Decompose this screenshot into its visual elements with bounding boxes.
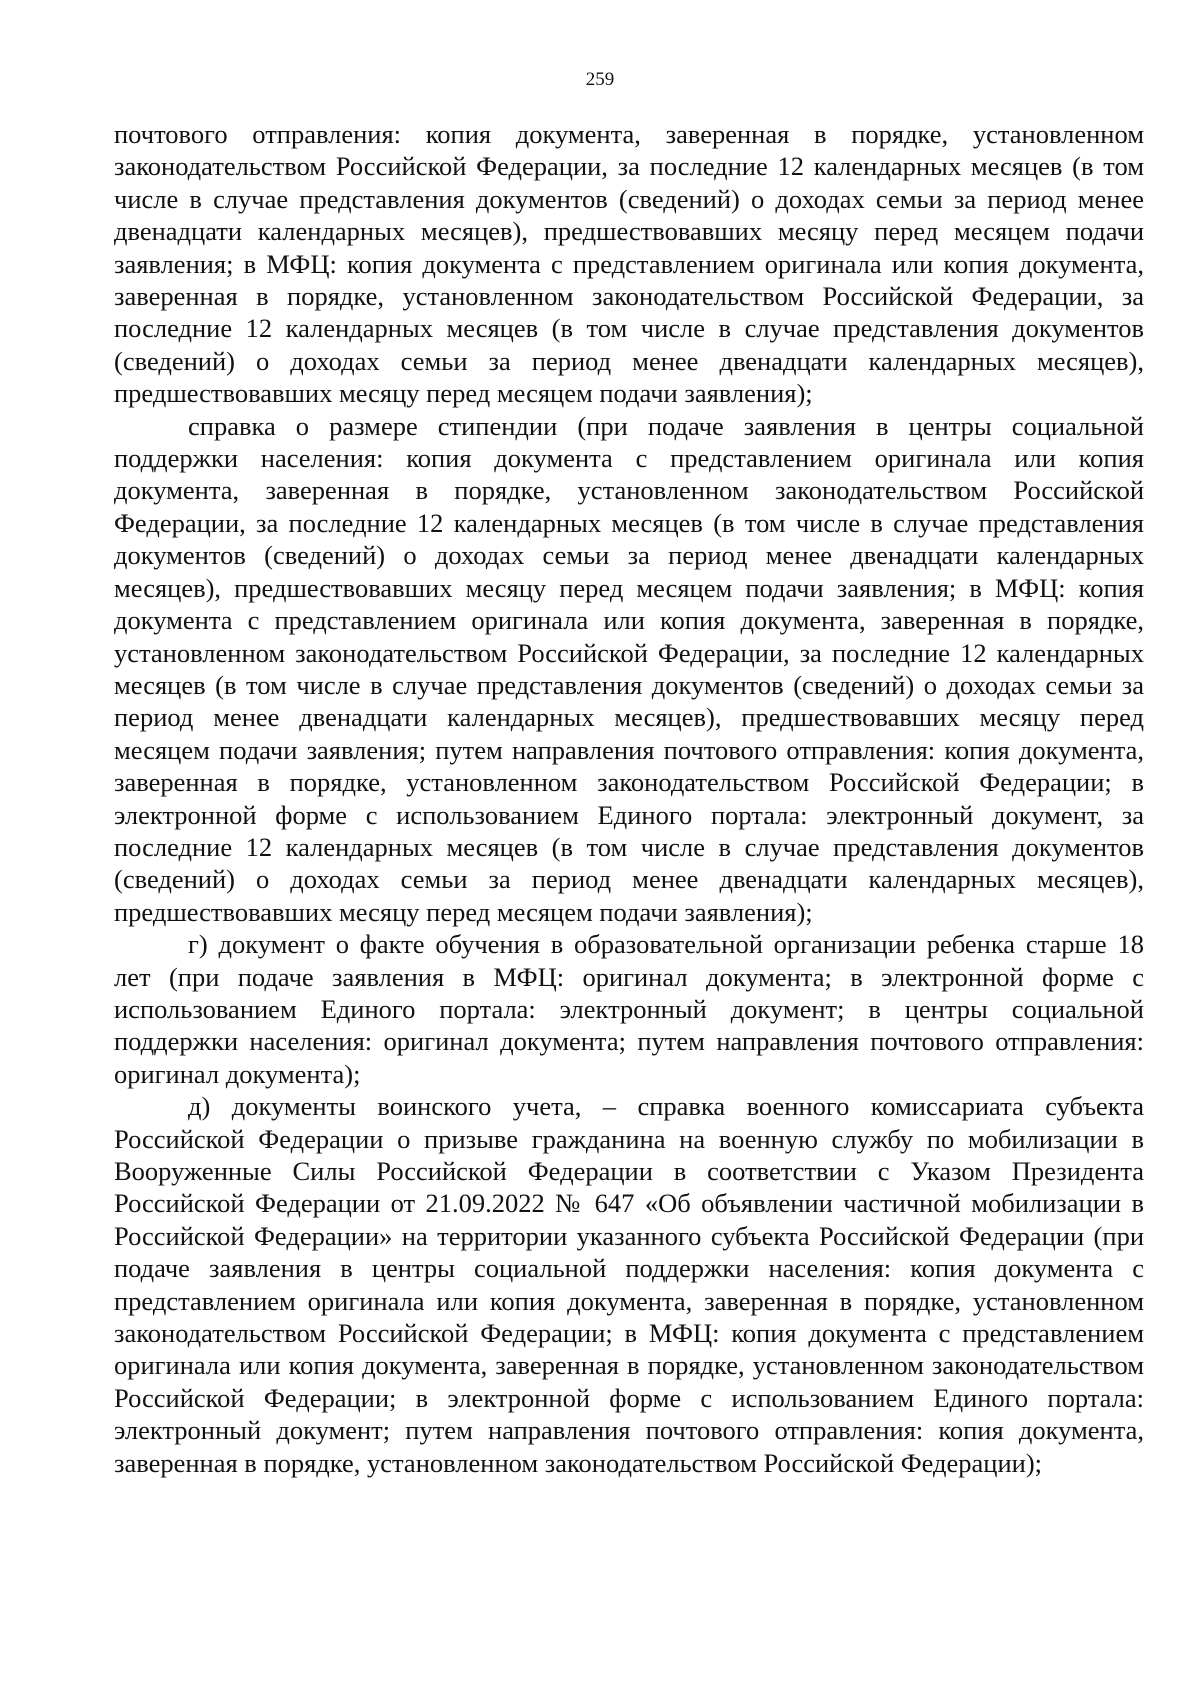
paragraph-continuation: почтового отправления: копия документа, заверенная в порядке, установленном законодательством Российской Федерации, за последние 12 календарных месяцев (в том числе в случае представления документов (сведений) о доходах семьи за период менее двенадцати календарных месяцев), предшествовавших месяцу перед месяцем подачи заявления; в МФЦ: копия документа с представлением оригинала или копия документа, заверенная в порядке, установленном законодательством Российской Федерации, за последние 12 календарных месяцев (в том числе в случае представления документов (сведений) о доходах семьи за период менее двенадцати календарных месяцев), предшествовавших месяцу перед месяцем подачи заявления); — [114, 119, 1144, 409]
page-number: 259 — [585, 69, 615, 90]
paragraph-stipend-certificate: справка о размере стипендии (при подаче заявления в центры социальной поддержки населения: копия документа с представлением оригинала или копия документа, заверенная в порядке, установленном законодательством Российской Федерации, за последние 12 календарных месяцев (в том числе в случае представления документов (сведений) о доходах семьи за период менее двенадцати календарных месяцев), предшествовавших месяцу перед месяцем подачи заявления; в МФЦ: копия документа с представлением оригинала или копия документа, заверенная в порядке, установленном законодательством Российской Федерации, за последние 12 календарных месяцев (в том числе в случае представления документов (сведений) о доходах семьи за период менее двенадцати календарных месяцев), предшествовавших месяцу перед месяцем подачи заявления; путем направления почтового отправления: копия документа, заверенная в порядке, установленном законодательством Российской Федерации; в электронной форме с использованием Единого портала: электронный документ, за последние 12 календарных месяцев (в том числе в случае представления документов (сведений) о доходах семьи за период менее двенадцати календарных месяцев), предшествовавших месяцу перед месяцем подачи заявления); — [114, 410, 1144, 927]
document-body — [114, 118, 1144, 1479]
paragraph-item-g: г) документ о факте обучения в образовательной организации ребенка старше 18 лет (при подаче заявления в МФЦ: оригинал документа; в электронной форме с использованием Единого портала: электронный документ; в центры социальной поддержки населения: оригинал документа; путем направления почтового отправления: оригинал документа); — [114, 929, 1144, 1089]
paragraph-item-d: д) документы воинского учета, – справка военного комиссариата субъекта Российской Федерации о призыве гражданина на военную службу по мобилизации в Вооруженные Силы Российской Федерации в соответствии с Указом Президента Российской Федерации от 21.09.2022 № 647 «Об объявлении частичной мобилизации в Российской Федерации» на территории указанного субъекта Российской Федерации (при подаче заявления в центры социальной поддержки населения: копия документа с представлением оригинала или копия документа, заверенная в порядке, установленном законодательством Российской Федерации; в МФЦ: копия документа с представлением оригинала или копия документа, заверенная в порядке, установленном законодательством Российской Федерации; в электронной форме с использованием Единого портала: электронный документ; путем направления почтового отправления: копия документа, заверенная в порядке, установленном законодательством Российской Федерации); — [114, 1091, 1144, 1478]
